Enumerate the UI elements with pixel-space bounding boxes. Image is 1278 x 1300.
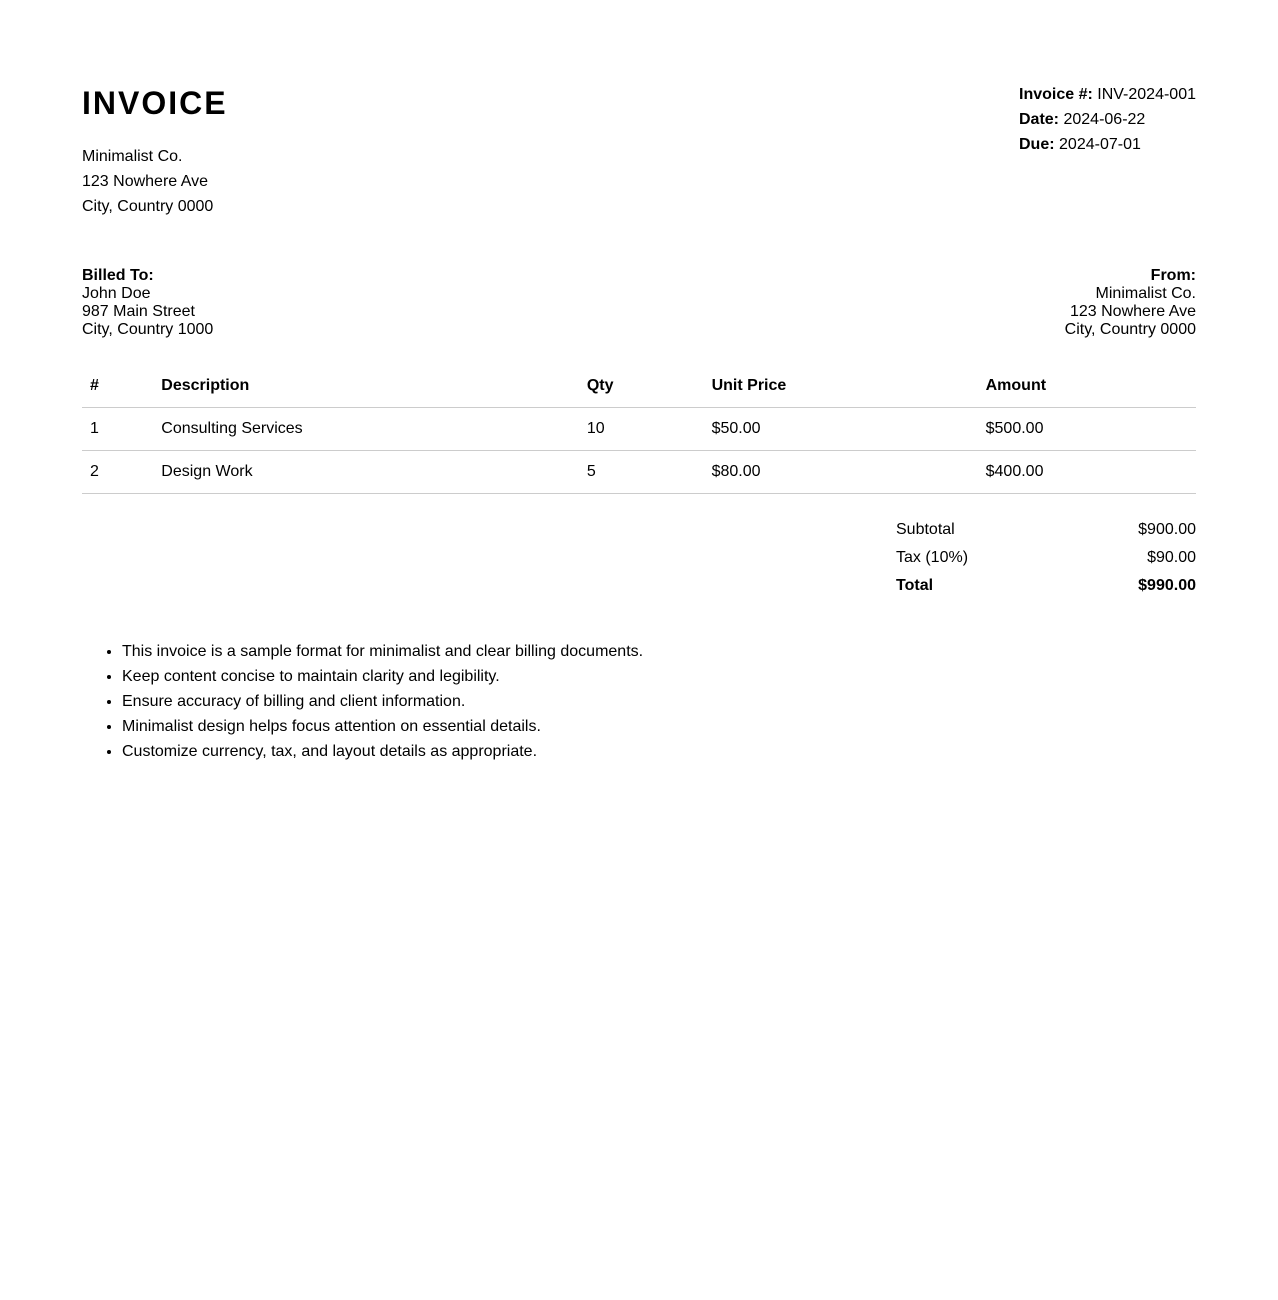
item-unit-price: $50.00 (704, 408, 978, 451)
invoice-due-row (1019, 132, 1196, 157)
column-header-number: # (82, 365, 153, 408)
item-number: 1 (82, 408, 153, 451)
billed-to-street: 987 Main Street (82, 303, 195, 321)
invoice-number-row (1019, 82, 1196, 107)
total-row (896, 572, 1196, 600)
column-header-qty: Qty (579, 365, 704, 408)
item-amount: $400.00 (978, 451, 1196, 494)
item-number: 2 (82, 451, 153, 494)
subtotal-row (896, 516, 1196, 544)
total-label: Total (896, 577, 934, 595)
company-block (82, 84, 228, 219)
billed-to-block (82, 267, 213, 339)
invoice-date-value: 2024-06-22 (1063, 111, 1146, 128)
items-table-header (82, 365, 1196, 408)
item-description: Design Work (153, 451, 579, 494)
company-street: 123 Nowhere Ave (82, 173, 209, 191)
from-street: 123 Nowhere Ave (1069, 303, 1196, 321)
invoice-due-value: 2024-07-01 (1059, 136, 1141, 153)
from-name: Minimalist Co. (1095, 285, 1196, 303)
item-description: Consulting Services (153, 408, 579, 451)
item-amount: $500.00 (978, 408, 1196, 451)
invoice-due-label: Due: (1019, 136, 1055, 153)
page-title: INVOICE (82, 85, 228, 121)
item-unit-price: $80.00 (704, 451, 978, 494)
billed-to-label: Billed To: (82, 267, 154, 285)
billed-to-city: City, Country 1000 (82, 321, 214, 339)
note-item: • Customize currency, tax, and layout details as appropriate. (122, 740, 1196, 765)
invoice-header (82, 84, 1196, 219)
column-header-unit-price: Unit Price (704, 365, 978, 408)
tax-value: $90.00 (1147, 549, 1196, 567)
notes-list (82, 640, 1196, 764)
billed-to-name: John Doe (82, 285, 151, 303)
subtotal-value: $900.00 (1138, 521, 1196, 539)
note-item: • Ensure accuracy of billing and client information. (122, 690, 1196, 715)
invoice-number-label: Invoice #: (1019, 86, 1093, 103)
company-address (82, 144, 228, 219)
company-city: City, Country 0000 (82, 198, 214, 216)
note-item: • Minimalist design helps focus attention on essential details. (122, 715, 1196, 740)
subtotal-label: Subtotal (896, 521, 955, 539)
header-row (82, 365, 1196, 408)
total-value: $990.00 (1138, 577, 1196, 595)
tax-row (896, 544, 1196, 572)
column-header-description: Description (153, 365, 579, 408)
company-name: Minimalist Co. (82, 148, 183, 166)
totals-block (896, 516, 1196, 600)
tax-label: Tax (10%) (896, 549, 969, 567)
from-city: City, Country 0000 (1064, 321, 1196, 339)
item-qty: 10 (579, 408, 704, 451)
item-qty: 5 (579, 451, 704, 494)
table-row (82, 408, 1196, 451)
note-item: • Keep content concise to maintain clarity and legibility. (122, 665, 1196, 690)
note-item: • This invoice is a sample format for minimalist and clear billing documents. (122, 640, 1196, 665)
invoice-meta (1019, 82, 1196, 157)
items-table (82, 365, 1196, 494)
invoice-number-value: INV-2024-001 (1097, 86, 1196, 103)
from-label: From: (1150, 267, 1196, 285)
invoice-date-label: Date: (1019, 111, 1060, 128)
column-header-amount: Amount (978, 365, 1196, 408)
items-table-body (82, 408, 1196, 494)
table-row (82, 451, 1196, 494)
invoice-date-row (1019, 107, 1196, 132)
from-block (1065, 267, 1196, 339)
parties-section (82, 267, 1196, 339)
